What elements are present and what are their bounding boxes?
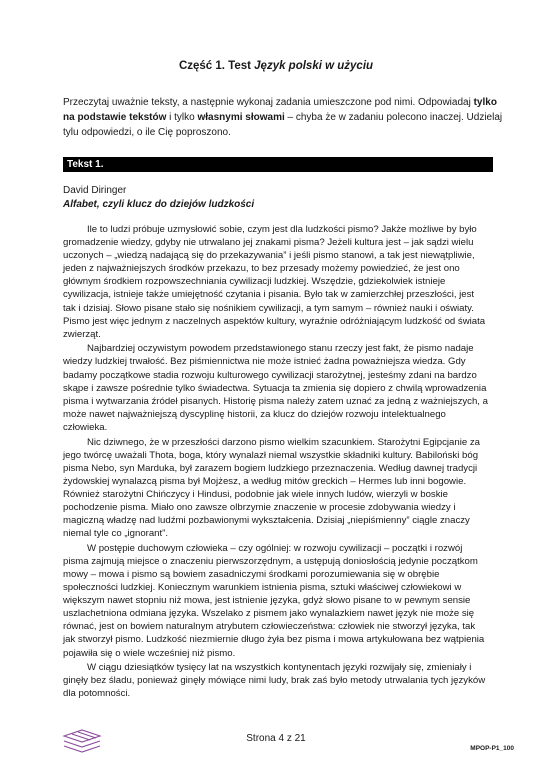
instructions [63, 95, 503, 141]
source-title: Alfabet, czyli klucz do dziejów ludzkości [63, 199, 255, 210]
instructions-bold-2: własnymi słowami [197, 112, 285, 124]
paragraph: Nic dziwnego, że w przeszłości darzono pismo wielkim szacunkiem. Starożytni Egipcjanie za jego twórcę uważali Thota, boga, który wynalazł niemal wszystkie składniki kultury. Babiloński bóg pisma Nebo, syn Marduka, był zarazem bogiem ludzkiego przeznaczenia. Według dawnej tradycji żydowskiej wynalazcą pisma był Mojżesz, a według mitów greckich – Hermes lub inni bogowie. Również starożytni Chińczycy i Hindusi, podobnie jak wiele innych ludów, wierzyli w boskie pochodzenie pisma. Miało ono zawsze olbrzymie znaczenie w procesie zdobywania wiedzy i magiczną władzę nad ludźmi pozbawionymi wykształcenia. Dzisiaj „niepiśmienny” ciągle znaczy niemal tyle co „ignorant”. [63, 436, 480, 540]
source-author: David Diringer [63, 185, 127, 196]
title-italic: Język polski w użyciu [254, 60, 374, 72]
paragraph: W ciągu dziesiątków tysięcy lat na wszystkich kontynentach języki rozwijały się, zmieniały i ginęły bez śladu, ponieważ ginęły mówiące nimi ludy, brak zaś było metody utrwalania tych języków dla potomności. [63, 662, 486, 700]
instructions-text-1: Przeczytaj uważnie teksty, a następnie wykonaj zadania umieszczone pod nimi. Odpowiadaj [63, 97, 474, 108]
paragraph: Najbardziej oczywistym powodem przedstawionego stanu rzeczy jest fakt, że pismo nadaje wiedzy ludzkiej trwałość. Bez piśmiennictwa nie może istnieć żadna poważniejsza wiedza. Gdy badamy początkowe stadia rozwoju kulturowego cywilizacji starożytnej, jesteśmy zdani na bardzo skąpe i zawsze pośrednie tylko świadectwa. Sytuacja ta zmienia się dopiero z chwilą wprowadzenia pisma i wytwarzania źródeł pisanych. Historię pisma należy zatem uznać za jedną z ważniejszych, a może nawet najważniejszą dyscyplinę historii, za klucz do dziejów rozwoju intelektualnego człowieka. [63, 343, 488, 433]
page-number: Strona 4 z 21 [246, 733, 306, 744]
title-prefix: Część 1. Test [178, 60, 255, 72]
instructions-text-2: i tylko [166, 112, 198, 124]
text-body [63, 223, 489, 702]
paragraph: W postępie duchowym człowieka – czy ogólniej: w rozwoju cywilizacji – początki i rozwój pisma zajmują miejsce o znaczeniu pierwszorzędnym, a ustępują doniosłością jedynie początkom mowy – mowa i pismo są bowiem zasadniczymi środkami porozumiewania się w obrębie społeczności ludzkiej. Koniecznym warunkiem istnienia pisma, sztuki właściwej człowiekowi w większym nawet stopniu niż mowa, jest istnienie języka, gdyż słowo pisane to w pewnym sensie uszlachetniona odmiana języka. Wszelako z pismem jako wynalazkiem nawet język nie może się równać, jest on bowiem naturalnym atrybutem człowieczeństwa: człowiek nie stworzył języka, tak jak stworzył pismo. Ludzkość niezmiernie długo żyła bez pisma i mowa artykułowana bez wątpienia pojawiła się o wiele wcześniej niż pismo. [63, 542, 485, 659]
section-header: Tekst 1. [63, 157, 493, 172]
instructions-text-3: – chyba że w zadaniu polecono inaczej. Udzielaj tylu odpowiedzi, o ile Cię poproszono. [63, 112, 503, 139]
paragraph: Ile to ludzi próbuje uzmysłowić sobie, czym jest dla ludzkości pismo? Jakże możliwe by było gromadzenie wiedzy, gdyby nie utrwalano jej znakami pisma? Jeżeli kultura jest – jak sądzi wielu uczonych – „wiedzą nadającą się do przekazywania” i jeśli pismo stanowi, a tak jest niewątpliwie, jeden z najważniejszych środków przekazu, to bez przesady możemy powiedzieć, że jest ono głównym środkiem rozpowszechniania cywilizacji ludzkiej. Wszędzie, gdziekolwiek istnieje cywilizacja, istnieje także umiejętność czytania i pisania. Było tak w zamierzchłej przeszłości, jest tak i dzisiaj. Słowo pisane stało się nośnikiem cywilizacji, a tym samym – również nauki i oświaty. Pismo jest więc jednym z naczelnych aspektów kultury, wyraźnie odróżniającym ludzkość od świata zwierząt. [63, 224, 486, 340]
instructions-bold-1: tylko na podstawie tekstów [63, 97, 497, 124]
page-title [0, 60, 552, 72]
exam-code: MPOP-P1_100 [470, 745, 514, 752]
